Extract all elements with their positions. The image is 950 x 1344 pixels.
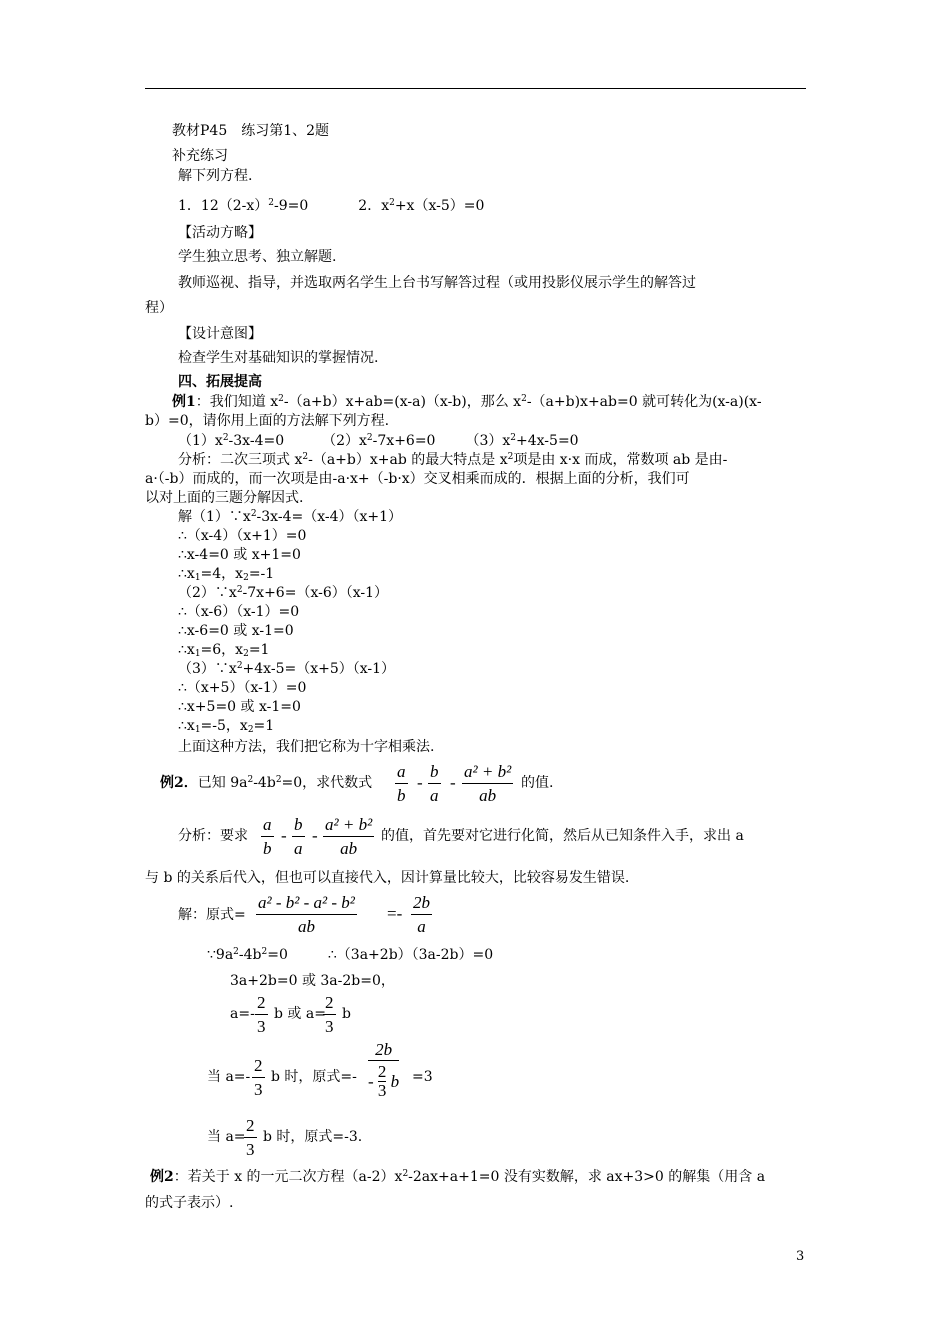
fraction-a-over-b: a b: [263, 815, 272, 858]
solution-line: b 或 a=: [274, 1006, 326, 1022]
fraction-2-over-3: 2 3: [246, 1116, 255, 1159]
solution-line: ∴（x-4）（x+1）=0: [178, 528, 307, 544]
example-3-text: 例2：若关于 x 的一元二次方程$(a-2)x^2-2ax+a+1=0$ 没有实数解，求 ax+3>0 的解集（用含 a: [150, 1169, 766, 1185]
section-heading: 【设计意图】: [178, 326, 262, 342]
minus-sign: -: [312, 826, 318, 845]
text-line: 检查学生对基础知识的掌握情况.: [178, 350, 379, 366]
solution-line: $\therefore x_1=6$，$x_2=1$: [178, 642, 270, 659]
solution-line: ∴x-4=0 或 x+1=0: [178, 547, 301, 563]
section-heading: 【活动方略】: [178, 225, 262, 241]
text-line: 分析：要求: [178, 828, 248, 844]
fraction-sum-squares-over-ab: a² + b² ab: [325, 815, 373, 858]
fraction-difference-over-ab: a² - b² - a² - b² ab: [258, 893, 355, 936]
text-line: 教材P45 练习第1、2题: [172, 123, 330, 139]
text-line: 教师巡视、指导，并选取两名学生上台书写解答过程（或用投影仪展示学生的解答过: [178, 275, 696, 291]
minus-sign: -: [417, 773, 423, 792]
text-line: 的值.: [521, 775, 554, 791]
solution-line: ∴（x+5）（x-1）=0: [178, 680, 307, 696]
solution-line: =3: [412, 1069, 433, 1085]
text-line: b）=0，请你用上面的方法解下列方程.: [145, 413, 390, 429]
solution-line: 解$(1)\because x^2-3x-4=(x-4)(x+1)$: [178, 509, 403, 525]
header-rule: [145, 88, 806, 89]
solution-line: a=-: [230, 1006, 255, 1022]
text-line: 上面这种方法，我们把它称为十字相乘法.: [178, 739, 435, 755]
solution-line: ∴（x-6）（x-1）=0: [178, 604, 300, 620]
fraction-b-over-a: b a: [294, 815, 303, 858]
text-line: 补充练习: [172, 148, 228, 164]
solution-line: $\therefore x_1=-5$，$x_2=1$: [178, 718, 275, 735]
equals-minus: =-: [387, 904, 403, 923]
solution-line: $\because 9a^2-4b^2=0$ ∴（3a+2b）（3a-2b）=0: [207, 947, 494, 963]
text-line: a·（-b）而成的，而一次项是由-a·x+（-b·x）交叉相乘而成的．根据上面的分析，我们可: [145, 471, 690, 487]
solution-line: $\therefore x_1=4$，$x_2=-1$: [178, 566, 275, 583]
fraction-a-over-b: a b: [397, 762, 406, 805]
fraction-2-over-3: 2 3: [257, 993, 266, 1036]
text-line: 与 b 的关系后代入，但也可以直接代入，因计算量比较大，比较容易发生错误.: [145, 870, 630, 886]
solution-line: b: [342, 1006, 351, 1022]
text-line: 程）: [145, 300, 173, 316]
solution-line: b 时，原式=-3.: [263, 1129, 363, 1145]
example-1-text: 例1：我们知道 $x^2-(a+b)x+ab=(x-a)(x-b)$，那么 $x^2-(a+b)x+ab=0$ 就可转化为(x-a)(x-: [172, 394, 762, 410]
text-line: 学生独立思考、独立解题.: [178, 249, 337, 265]
example-2-text: 例2．已知 $9a^2-4b^2=0$，求代数式: [160, 775, 373, 791]
fraction-2-over-3: 2 3: [325, 993, 334, 1036]
page-number: 3: [796, 1249, 805, 1264]
equation-line: 1．$12(2-x)^2-9=0$ 2．$x^2+x(x-5)=0$: [178, 198, 485, 214]
minus-sign: -: [450, 773, 456, 792]
solution-line: 当 a=-: [207, 1069, 251, 1085]
fraction-sum-squares-over-ab: a² + b² ab: [464, 762, 512, 805]
complex-fraction: 2b - $\frac{2}{3}$ b: [368, 1040, 400, 1100]
solution-line: 3a+2b=0 或 3a-2b=0，: [230, 973, 395, 989]
solution-line: b 时，原式=-: [271, 1069, 357, 1085]
fraction-b-over-a: b a: [430, 762, 439, 805]
solution-line: ∴x-6=0 或 x-1=0: [178, 623, 294, 639]
minus-sign: -: [281, 826, 287, 845]
fraction-2b-over-a: 2b a: [413, 893, 430, 936]
text-line: 解：原式=: [178, 907, 246, 923]
solution-line: $(3)\because x^2+4x-5=(x+5)(x-1)$: [178, 661, 396, 677]
equation-line: $(1)x^2-3x-4=0$ $(2)x^2-7x+6=0$ $(3)x^2+4x-5=0$: [178, 433, 579, 449]
text-line: 分析：二次三项式 $x^2-(a+b)x+ab$ 的最大特点是 $x^2$项是由 x·x 而成，常数项 ab 是由-: [178, 452, 728, 468]
solution-line: 当 a=: [207, 1129, 246, 1145]
text-line: 解下列方程.: [178, 168, 253, 184]
section-heading: 四、拓展提高: [178, 374, 262, 390]
text-line: 的式子表示）.: [145, 1195, 234, 1211]
solution-line: ∴x+5=0 或 x-1=0: [178, 699, 301, 715]
fraction-2-over-3: 2 3: [254, 1056, 263, 1099]
text-line: 以对上面的三题分解因式.: [145, 490, 304, 506]
solution-line: $(2)\because x^2-7x+6=(x-6)(x-1)$: [178, 585, 389, 601]
text-line: 的值，首先要对它进行化简，然后从已知条件入手，求出 a: [381, 828, 744, 844]
